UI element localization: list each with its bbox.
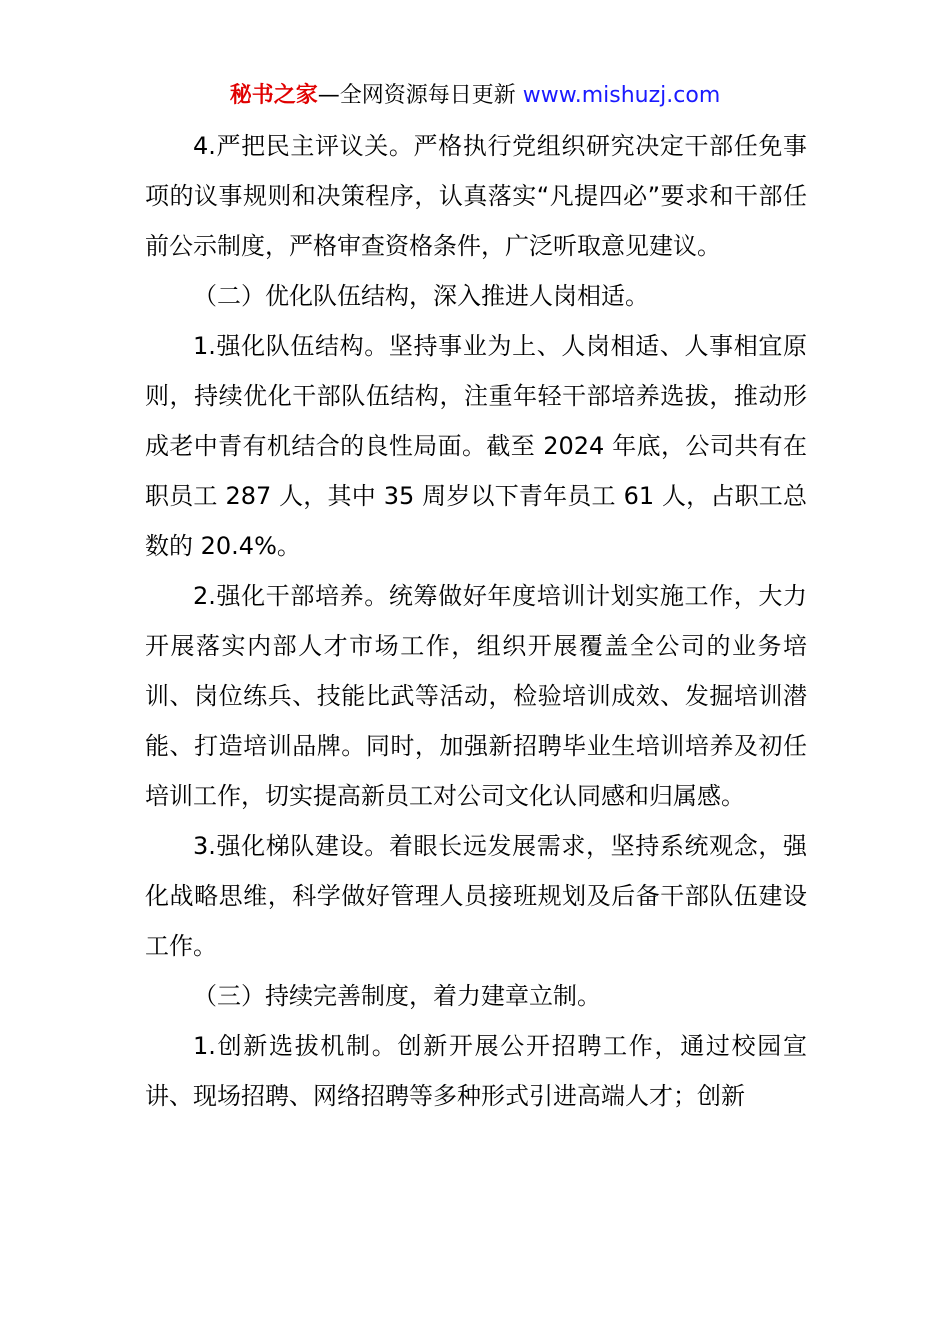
paragraph-item-1-structure: 1.强化队伍结构。坚持事业为上、人岗相适、人事相宜原则，持续优化干部队伍结构，注重年轻干部培养选拔，推动形成老中青有机结合的良性局面。截至 2024 年底，公司共有在职员工 287 人，其中 35 周岁以下青年员工 61 人，占职工总数的 20.4%。 [145,332,807,560]
site-header [0,80,950,112]
paragraph-item-2-training: 2.强化干部培养。统筹做好年度培训计划实施工作，大力开展落实内部人才市场工作，组织开展覆盖全公司的业务培训、岗位练兵、技能比武等活动，检验培训成效、发掘培训潜能、打造培训品牌。同时，加强新招聘毕业生培训培养及初任培训工作，切实提高新员工对公司文化认同感和归属感。 [145,582,807,810]
document-body [145,121,807,1121]
brand-name: 秘书之家 [229,83,318,108]
header-tagline: —全网资源每日更新 [317,83,516,108]
paragraph-item-1-selection: 1.创新选拔机制。创新开展公开招聘工作，通过校园宣讲、现场招聘、网络招聘等多种形式引进高端人才；创新 [145,1032,807,1110]
paragraph-item-4-review: 4.严把民主评议关。严格执行党组织研究决定干部任免事项的议事规则和决策程序，认真落实“凡提四必”要求和干部任前公示制度，严格审查资格条件，广泛听取意见建议。 [145,132,807,260]
section-heading-3: （三）持续完善制度，着力建章立制。 [193,982,601,1010]
paragraph-item-3-succession: 3.强化梯队建设。着眼长远发展需求，坚持系统观念，强化战略思维，科学做好管理人员接班规划及后备干部队伍建设工作。 [145,832,807,960]
section-heading-2: （二）优化队伍结构，深入推进人岗相适。 [193,282,649,310]
site-url-link[interactable]: www.mishuzj.com [522,83,721,108]
